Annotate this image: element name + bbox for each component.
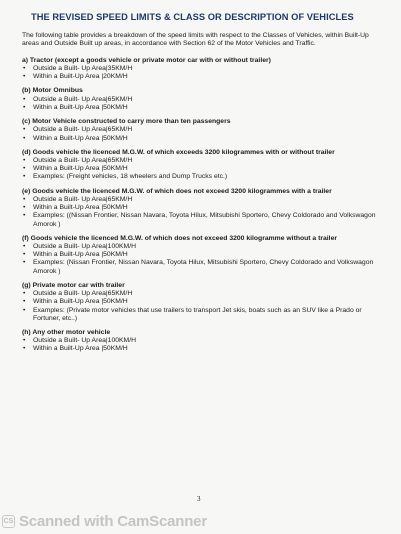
bullet-item: • Outside a Built- Up Area|35KM/H	[22, 65, 382, 73]
bullet-item: • Within a Built-Up Area |50KM/H	[22, 204, 382, 212]
section-heading: (c) Motor Vehicle constructed to carry more than ten passengers	[22, 118, 231, 125]
page-number: 3	[197, 495, 201, 503]
bullet-item: • Within a Built-Up Area |50KM/H	[22, 345, 382, 353]
vehicle-class-section	[22, 188, 382, 229]
bullet-list	[22, 96, 382, 112]
bullet-item: • Outside a Built- Up Area|100KM/H	[22, 243, 382, 251]
watermark-text: Scanned with CamScanner	[19, 512, 207, 530]
bullet-item: • Within a Built-Up Area |50KM/H	[22, 135, 382, 143]
intro-paragraph: The following table provides a breakdown of the speed limits with respect to the Classes of Vehicles, within Built-Up areas and Outside Built up areas, in accordance with Section 62 of the Motor Vehicles and Traffic.	[22, 32, 369, 48]
bullet-list	[22, 243, 382, 276]
section-heading: (f) Goods vehicle the licenced M.G.W. of which does not exceed 3200 kilogramme without a trailer	[22, 234, 337, 242]
camscanner-logo-icon: CS	[2, 515, 15, 528]
bullet-item: • Outside a Built- Up Area|65KM/H	[22, 196, 382, 204]
vehicle-class-section	[22, 87, 382, 112]
bullet-item: • Outside a Built- Up Area|100KM/H	[22, 337, 382, 345]
section-heading: (b) Motor Omnibus	[22, 87, 83, 95]
bullet-list	[22, 290, 382, 323]
bullet-item: • Within a Built-Up Area |50KM/H	[22, 104, 382, 112]
bullet-list	[22, 337, 382, 353]
bullet-item: • Examples: (Nissan Frontier, Nissan Navara, Toyota Hilux, Mitsubishi Sportero, Chevy Coldorado and Volkswagon Amorok )	[22, 259, 382, 275]
bullet-item: • Examples: ((Nissan Frontier, Nissan Navara, Toyota Hilux, Mitsubishi Sportero, Chevy Coldorado and Volkswagon Amorok )	[22, 212, 382, 228]
vehicle-class-section	[22, 329, 382, 354]
bullet-item: • Examples: (Freight vehicles, 18 wheelers and Dump Trucks etc.)	[22, 173, 382, 181]
bullet-item: • Within a Built-Up Area |20KM/H	[22, 73, 382, 81]
bullet-list	[22, 126, 382, 142]
bullet-item: • Within a Built-Up Area |50KM/H	[22, 251, 382, 259]
sections-list	[22, 57, 382, 354]
section-heading: (d) Goods vehicle the licenced M.G.W. of which exceeds 3200 kilogrammes with or without trailer	[22, 148, 335, 156]
section-heading: (e) Goods vehicle the licenced M.G.W. of which does not exceed 3200 kilogrammes with a trailer	[22, 187, 332, 195]
vehicle-class-section	[22, 235, 382, 276]
bullet-item: • Outside a Built- Up Area|65KM/H	[22, 96, 382, 104]
section-heading: (h) Any other motor vehicle	[22, 328, 111, 336]
vehicle-class-section	[22, 118, 382, 143]
bullet-item: • Outside a Built- Up Area|65KM/H	[22, 126, 382, 134]
page-title: THE REVISED SPEED LIMITS & CLASS OR DESCRIPTION OF VEHICLES	[31, 12, 354, 22]
bullet-item: • Outside a Built- Up Area|65KM/H	[22, 157, 382, 165]
bullet-list	[22, 157, 382, 182]
vehicle-class-section	[22, 57, 382, 82]
vehicle-class-section	[22, 149, 382, 182]
bullet-item: • Within a Built-Up Area |50KM/H	[22, 165, 382, 173]
camscanner-watermark	[2, 511, 207, 531]
document-content	[22, 12, 382, 360]
bullet-item: • Within a Built-Up Area |50KM/H	[22, 298, 382, 306]
section-heading: (g) Private motor car with trailer	[22, 281, 125, 289]
bullet-list	[22, 65, 382, 81]
bullet-item: • Examples: (Private motor vehicles that use trailers to transport Jet skis, boats such as an SUV like a Prado or Fortuner, etc..)	[22, 307, 382, 323]
bullet-item: • Outside a Built- Up Area|65KM/H	[22, 290, 382, 298]
bullet-list	[22, 196, 382, 229]
section-heading: a) Tractor (except a goods vehicle or private motor car with or without trailer)	[22, 56, 271, 64]
vehicle-class-section	[22, 282, 382, 323]
